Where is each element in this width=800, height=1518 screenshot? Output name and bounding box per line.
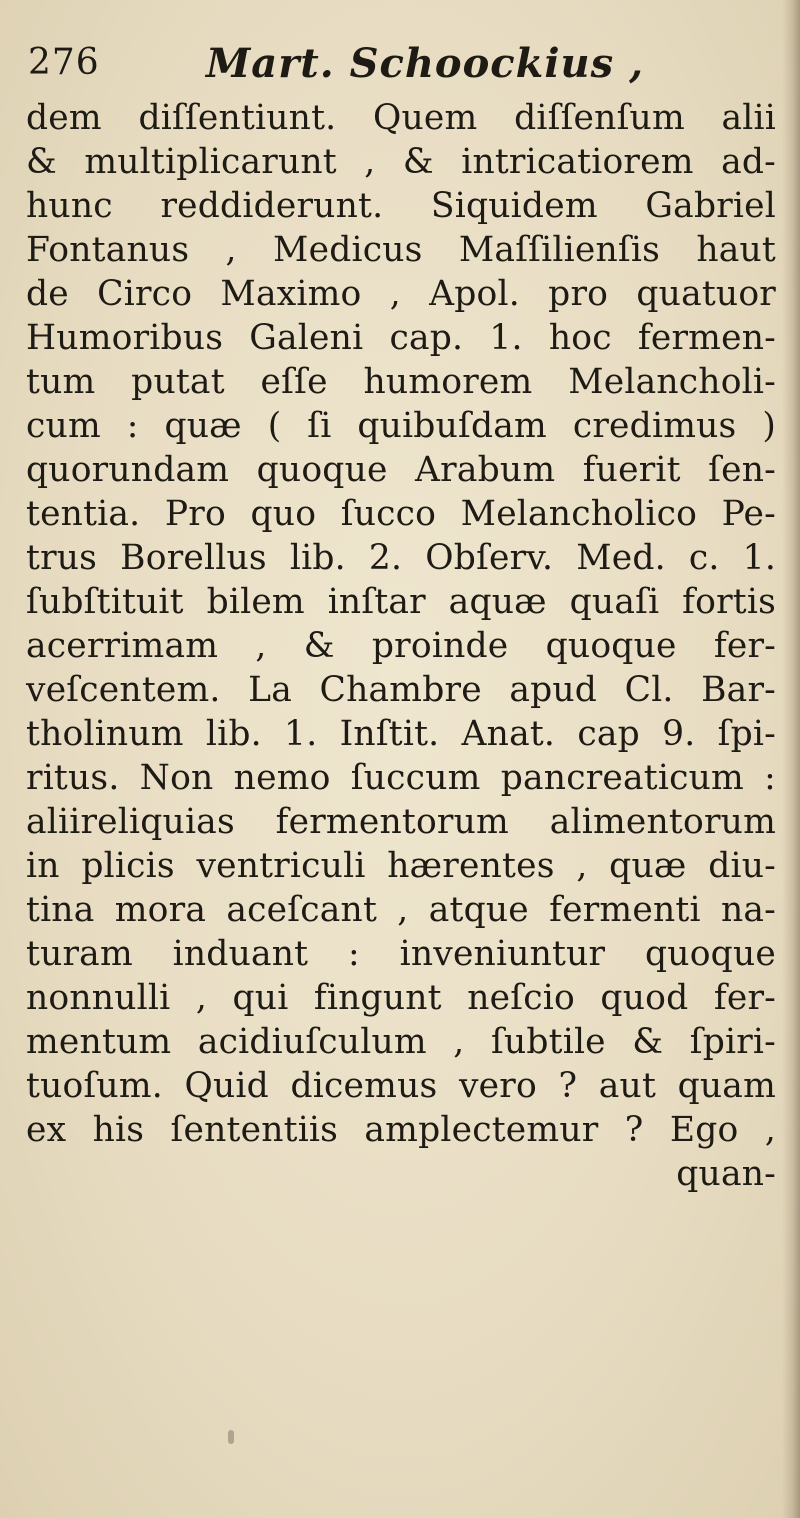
running-title: Mart. Schoockius , bbox=[206, 40, 644, 87]
text-line: ex his ſententiis amplectemur ? Ego , bbox=[26, 1110, 776, 1150]
text-line: de Circo Maximo , Apol. pro quatuor bbox=[26, 274, 776, 314]
text-line: mentum acidiuſculum , ſubtile & ſpiri- bbox=[26, 1022, 776, 1062]
text-line: acerrimam , & proinde quoque fer- bbox=[26, 626, 776, 666]
text-line: ritus. Non nemo ſuccum pancreaticum : bbox=[26, 758, 776, 798]
text-line: turam induant : inveniuntur quoque bbox=[26, 934, 776, 974]
ink-smudge bbox=[228, 1430, 234, 1444]
page-number: 276 bbox=[28, 42, 100, 83]
text-line: tuoſum. Quid dicemus vero ? aut quam bbox=[26, 1066, 776, 1106]
text-line: tum putat eſſe humorem Melancholi- bbox=[26, 362, 776, 402]
text-line: tholinum lib. 1. Inſtit. Anat. cap 9. ſpi- bbox=[26, 714, 776, 754]
text-line: in plicis ventriculi hærentes , quæ diu- bbox=[26, 846, 776, 886]
page-edge-shadow bbox=[782, 0, 800, 1518]
text-line: veſcentem. La Chambre apud Cl. Bar- bbox=[26, 670, 776, 710]
text-line: tentia. Pro quo ſucco Melancholico Pe- bbox=[26, 494, 776, 534]
text-line: Fontanus , Medicus Maſſilienſis haut bbox=[26, 230, 776, 270]
text-line: nonnulli , qui fingunt neſcio quod fer- bbox=[26, 978, 776, 1018]
text-line: trus Borellus lib. 2. Obſerv. Med. c. 1. bbox=[26, 538, 776, 578]
text-line: hunc reddiderunt. Siquidem Gabriel bbox=[26, 186, 776, 226]
catchword: quan- bbox=[676, 1154, 776, 1194]
text-line: quorundam quoque Arabum fuerit ſen- bbox=[26, 450, 776, 490]
running-head bbox=[28, 40, 768, 96]
text-line: & multiplicarunt , & intricatiorem ad- bbox=[26, 142, 776, 182]
text-line: cum : quæ ( ſi quibuſdam credimus ) bbox=[26, 406, 776, 446]
text-line: tina mora aceſcant , atque fermenti na- bbox=[26, 890, 776, 930]
text-line: dem diſſentiunt. Quem diſſenſum alii bbox=[26, 98, 776, 138]
text-line: Humoribus Galeni cap. 1. hoc fermen- bbox=[26, 318, 776, 358]
text-line: aliireliquias fermentorum alimentorum bbox=[26, 802, 776, 842]
body-text bbox=[26, 96, 776, 1196]
text-line: ſubſtituit bilem inſtar aquæ quaſi fortis bbox=[26, 582, 776, 622]
